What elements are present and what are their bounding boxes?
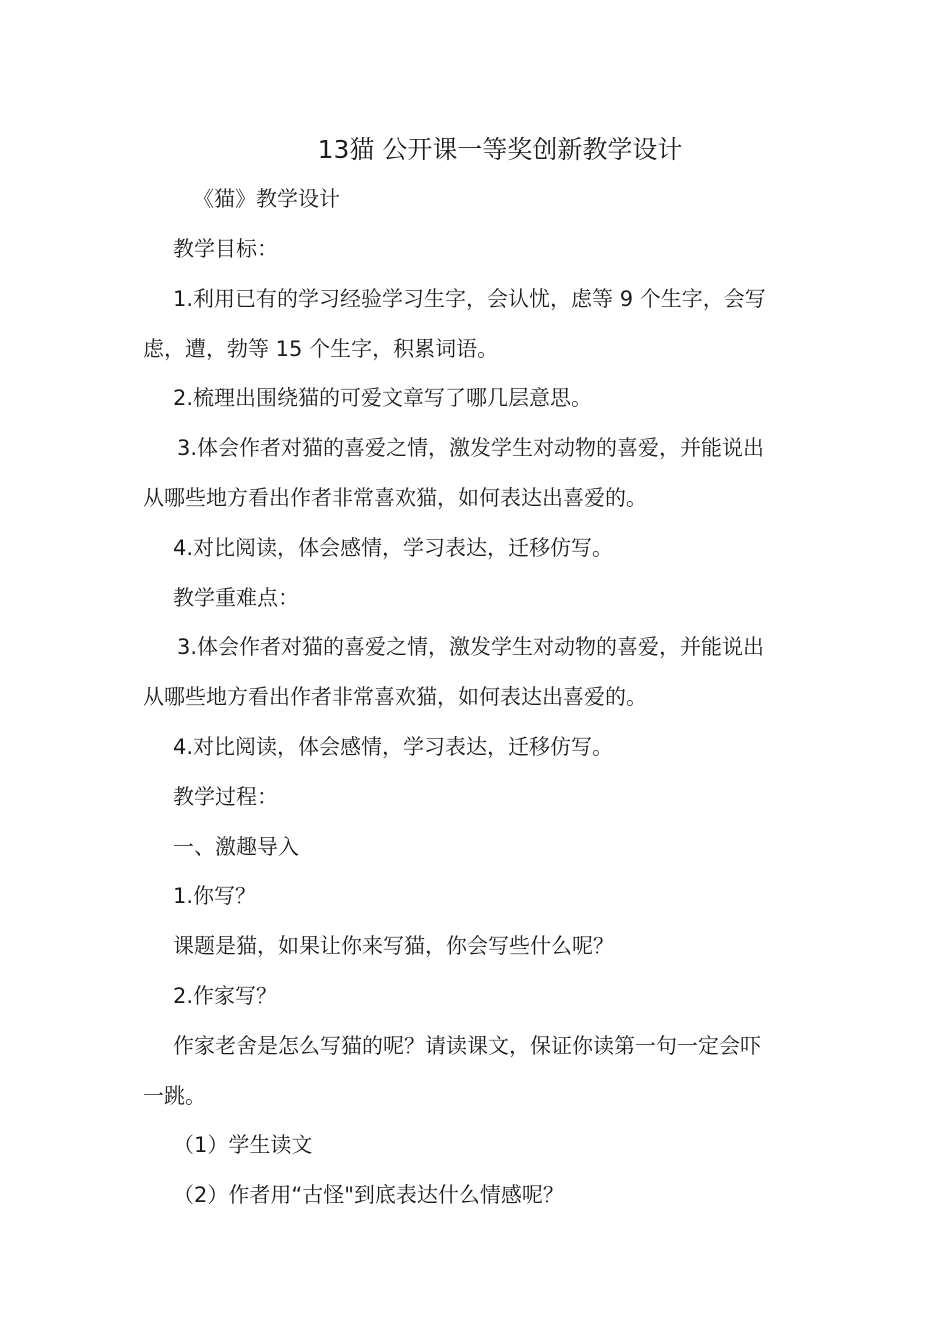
paragraph: 教学重难点： (173, 586, 299, 610)
paragraph: （1）学生读文 (173, 1133, 313, 1157)
paragraph: 教学过程： (173, 785, 278, 809)
paragraph: 从哪些地方看出作者非常喜欢猫，如何表达出喜爱的。 (143, 486, 647, 510)
paragraph: 《猫》教学设计 (193, 187, 340, 211)
paragraph: 从哪些地方看出作者非常喜欢猫，如何表达出喜爱的。 (143, 685, 647, 709)
paragraph: 4.对比阅读，体会感情，学习表达，迁移仿写。 (173, 536, 614, 560)
paragraph: 2.梳理出围绕猫的可爱文章写了哪几层意思。 (173, 386, 593, 410)
paragraph: 虑，遭，勃等 15 个生字，积累词语。 (143, 337, 499, 361)
paragraph: 4.对比阅读，体会感情，学习表达，迁移仿写。 (173, 735, 614, 759)
paragraph: 一、激趣导入 (173, 835, 299, 859)
document-title: 13猫 公开课一等奖创新教学设计 (317, 135, 683, 164)
paragraph: 教学目标： (173, 237, 278, 261)
paragraph: 3.体会作者对猫的喜爱之情，激发学生对动物的喜爱，并能说出 (177, 635, 765, 659)
paragraph: 1.利用已有的学习经验学习生字，会认忧，虑等 9 个生字，会写 (173, 287, 766, 311)
paragraph: 作家老舍是怎么写猫的呢？请读课文，保证你读第一句一定会吓 (173, 1034, 761, 1058)
paragraph: 3.体会作者对猫的喜爱之情，激发学生对动物的喜爱，并能说出 (177, 436, 765, 460)
paragraph: （2）作者用“古怪"到底表达什么情感呢？ (173, 1183, 564, 1207)
paragraph: 一跳。 (143, 1084, 206, 1108)
paragraph: 1.你写？ (173, 884, 257, 908)
paragraph: 课题是猫，如果让你来写猫，你会写些什么呢？ (173, 934, 614, 958)
paragraph: 2.作家写？ (173, 984, 278, 1008)
